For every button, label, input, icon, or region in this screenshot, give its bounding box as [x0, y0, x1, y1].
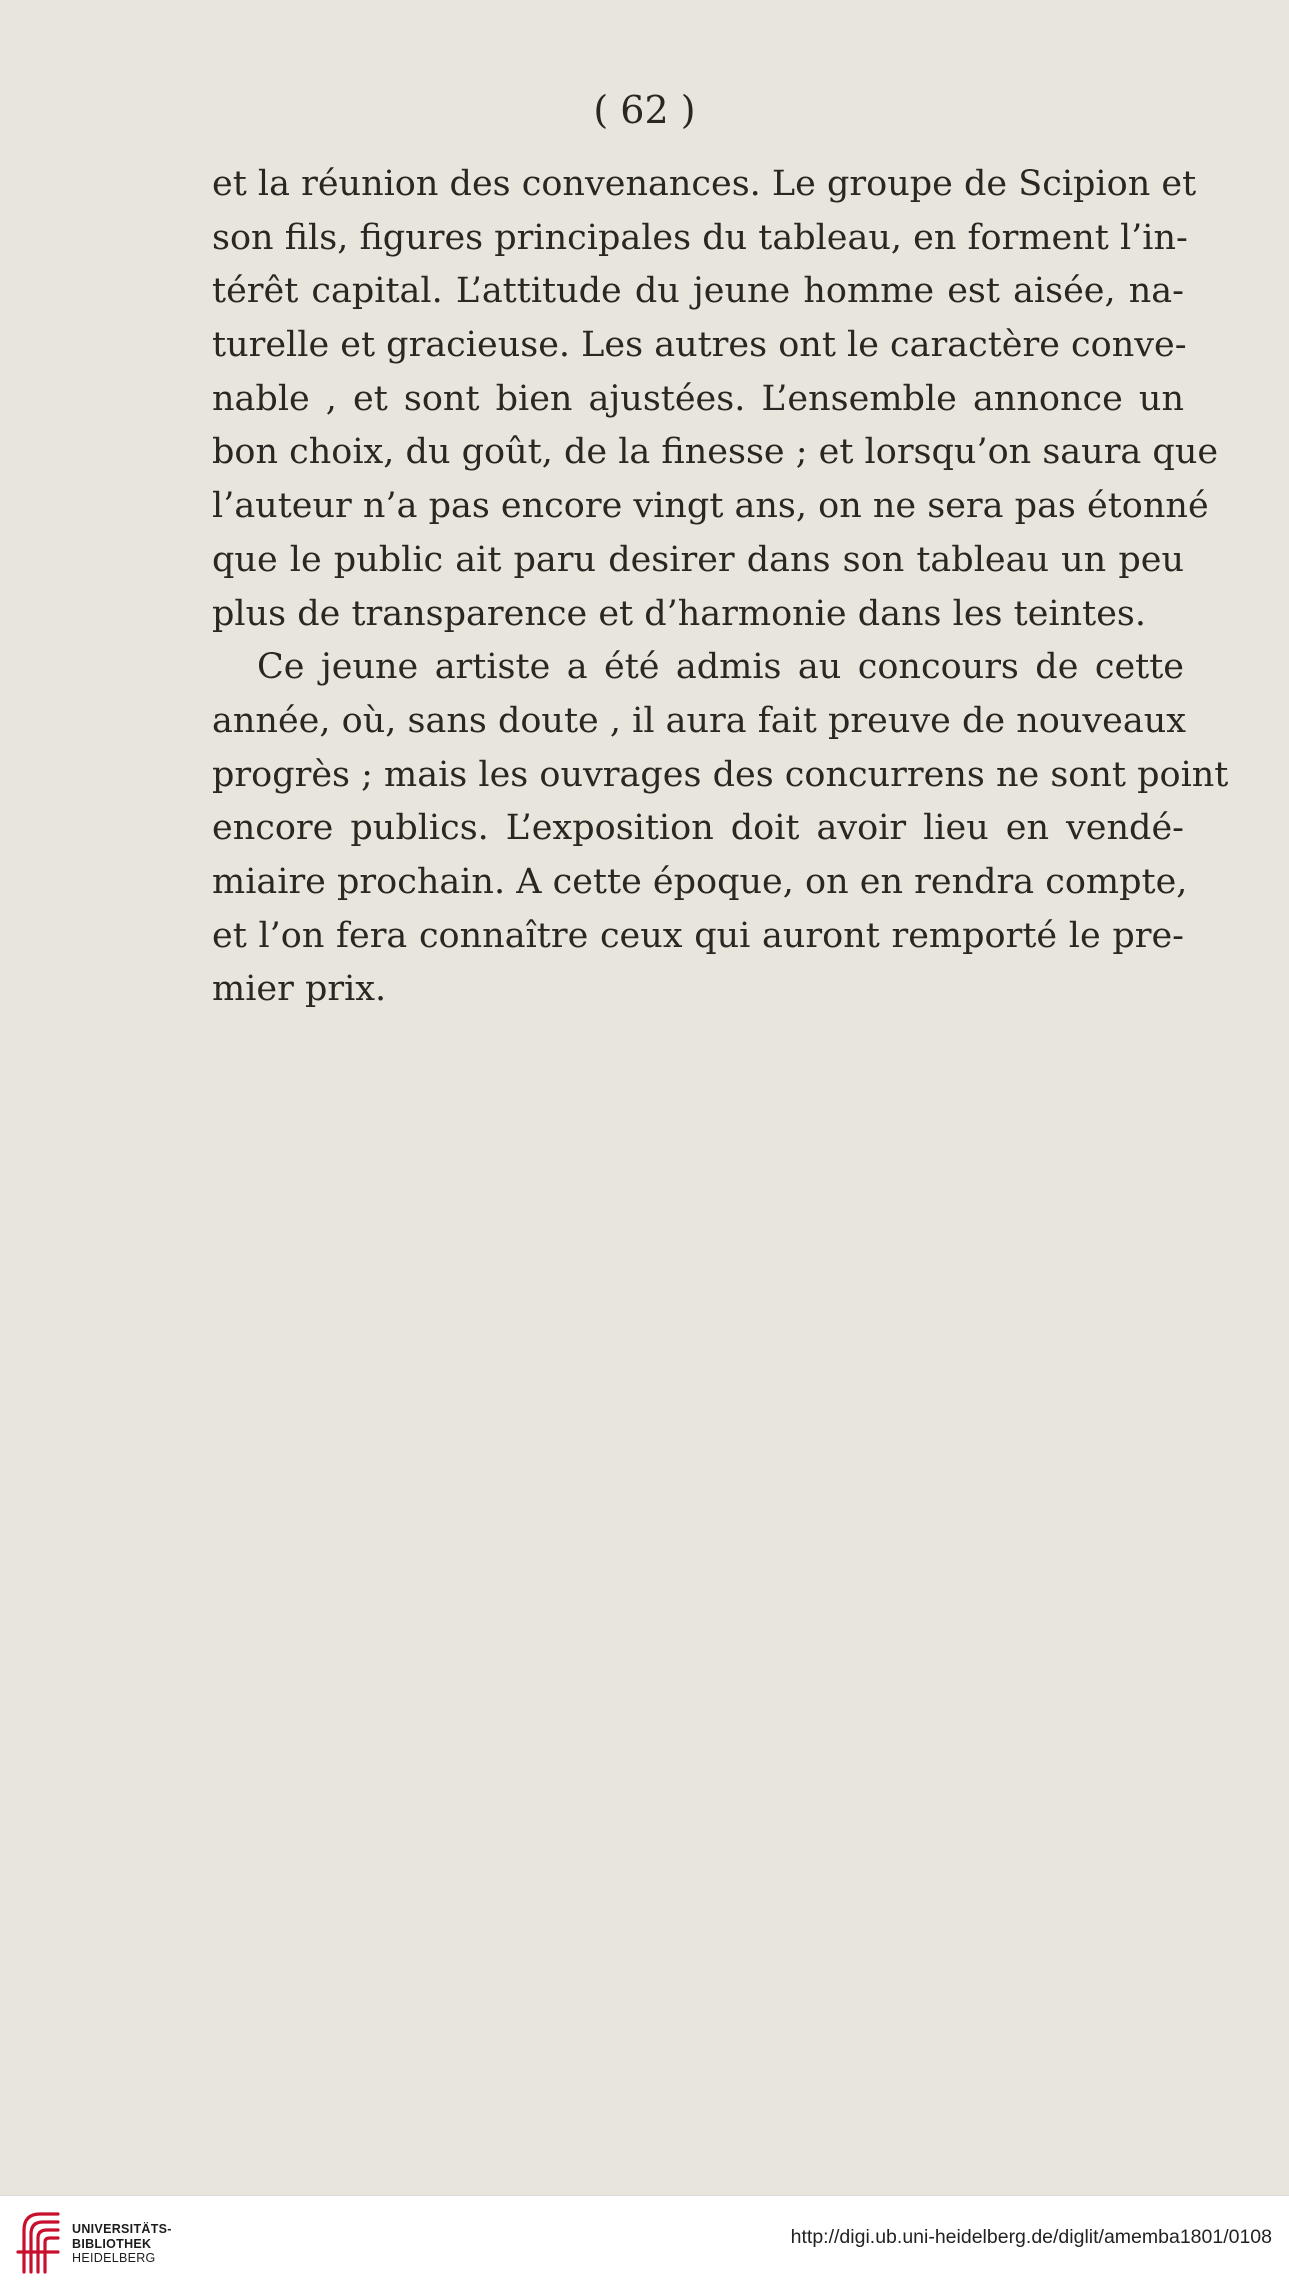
text-line: turelle et gracieuse. Les autres ont le caractère conve-: [212, 325, 1187, 366]
library-name-line: HEIDELBERG: [72, 2251, 156, 2265]
text-line: l’auteur n’a pas encore vingt ans, on ne sera pas étonné: [212, 486, 1209, 527]
page-number: ( 62 ): [593, 88, 696, 132]
text-line: et l’on fera connaître ceux qui auront remporté le pre-: [212, 915, 1184, 956]
library-name-line: BIBLIOTHEK: [72, 2236, 152, 2251]
text-line: encore publics. L’exposition doit avoir lieu en vendé-: [212, 808, 1184, 849]
footer-bar: [0, 2195, 1289, 2288]
text-line: nable , et sont bien ajustées. L’ensemble annonce un: [212, 378, 1184, 419]
library-logo-icon: [14, 2208, 64, 2276]
text-line: bon choix, du goût, de la finesse ; et lorsqu’on saura que: [212, 432, 1219, 473]
text-line: et la réunion des convenances. Le groupe de Scipion et: [212, 164, 1197, 204]
text-line: année, où, sans doute , il aura fait preuve de nouveaux: [212, 700, 1187, 741]
text-line: que le public ait paru desirer dans son tableau un peu: [212, 539, 1184, 580]
text-line: progrès ; mais les ouvrages des concurrens ne sont point: [212, 754, 1229, 795]
library-name: [72, 2222, 172, 2266]
text-line-indented: Ce jeune artiste a été admis au concours de cette: [257, 647, 1184, 688]
library-name-line: UNIVERSITÄTS-: [72, 2222, 172, 2236]
text-line: mier prix.: [212, 969, 387, 1010]
body-text: [212, 158, 1229, 1017]
source-url-link[interactable]: http://digi.ub.uni-heidelberg.de/diglit/amemba1801/0108: [790, 2226, 1272, 2248]
text-line: son fils, figures principales du tableau, en forment l’in-: [212, 217, 1188, 258]
text-line: plus de transparence et d’harmonie dans les teintes.: [212, 593, 1147, 634]
text-line: térêt capital. L’attitude du jeune homme est aisée, na-: [212, 271, 1184, 312]
text-line: miaire prochain. A cette époque, on en rendra compte,: [212, 861, 1188, 902]
